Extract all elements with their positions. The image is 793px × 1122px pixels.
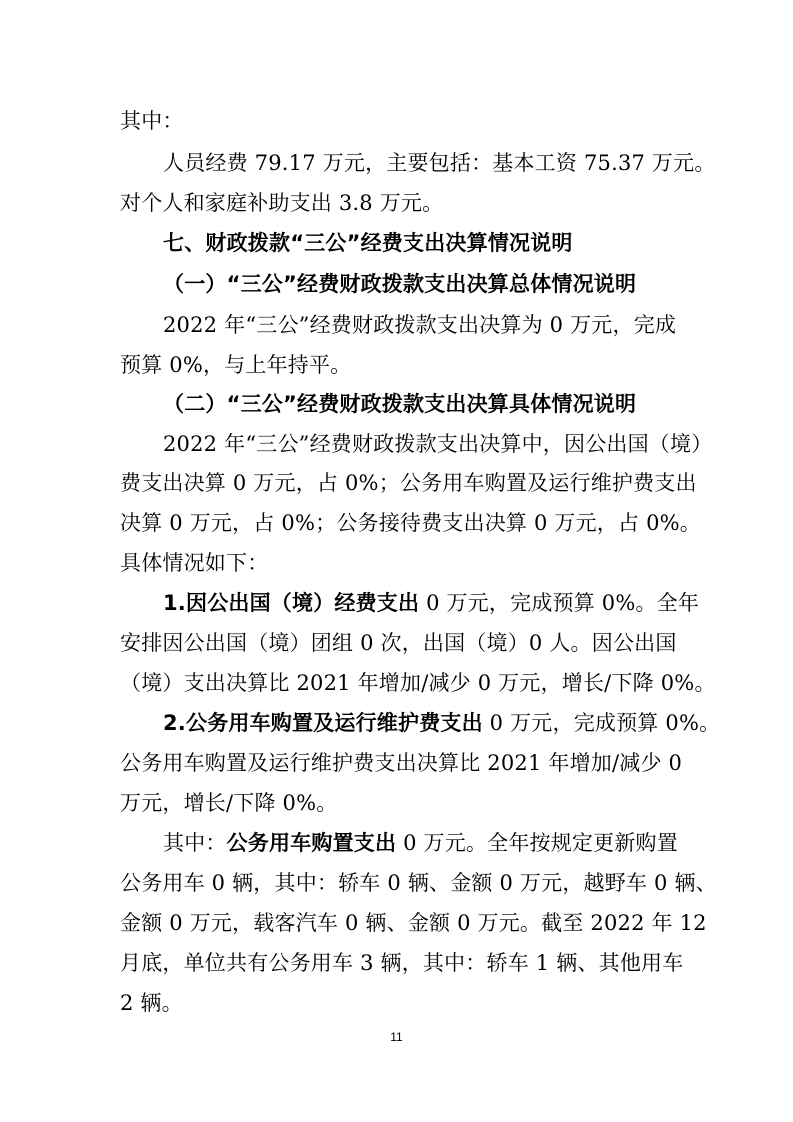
paragraph-line: 预算 0%，与上年持平。 <box>120 353 352 377</box>
paragraph-text: 0 万元，完成预算 0%。全年 <box>419 591 700 615</box>
paragraph-line: 金额 0 万元，载客汽车 0 辆、金额 0 万元。截至 2022 年 12 <box>120 911 707 935</box>
paragraph-line <box>163 828 680 858</box>
paragraph-line <box>163 588 700 618</box>
paragraph-line: 2022 年“三公”经费财政拨款支出决算中，因公出国（境） <box>163 432 713 456</box>
paragraph-text: 其中： <box>163 831 227 855</box>
subsection-heading: （二）“三公”经费财政拨款支出决算具体情况说明 <box>163 392 637 416</box>
paragraph-line: 对个人和家庭补助支出 3.8 万元。 <box>120 191 444 215</box>
section-heading: 七、财政拨款“三公”经费支出决算情况说明 <box>163 231 573 255</box>
page-number: 11 <box>390 1030 403 1044</box>
paragraph-line: 公务用车购置及运行维护费支出决算比 2021 年增加/减少 0 <box>120 751 683 775</box>
paragraph-line <box>163 708 721 738</box>
paragraph-line: 其中： <box>120 109 184 133</box>
bold-lead-text: 1.因公出国（境）经费支出 <box>163 591 420 615</box>
paragraph-line: 费支出决算 0 万元，占 0%；公务用车购置及运行维护费支出 <box>120 471 697 495</box>
paragraph-text: 0 万元。全年按规定更新购置 <box>396 831 678 855</box>
paragraph-line: 决算 0 万元，占 0%；公务接待费支出决算 0 万元，占 0%。 <box>120 511 702 535</box>
paragraph-line: 人员经费 79.17 万元，主要包括：基本工资 75.37 万元。 <box>163 151 716 175</box>
paragraph-line: 2 辆。 <box>120 991 183 1015</box>
paragraph-line: 安排因公出国（境）团组 0 次，出国（境）0 人。因公出国 <box>120 631 677 655</box>
paragraph-line: 万元，增长/下降 0%。 <box>120 791 338 815</box>
subsection-heading: （一）“三公”经费财政拨款支出决算总体情况说明 <box>163 272 637 296</box>
paragraph-line: 月底，单位共有公务用车 3 辆，其中：轿车 1 辆、其他用车 <box>120 951 684 975</box>
bold-lead-text: 公务用车购置支出 <box>226 831 397 855</box>
paragraph-line: 公务用车 0 辆，其中：轿车 0 辆、金额 0 万元，越野车 0 辆、 <box>120 871 717 895</box>
paragraph-text: 0 万元，完成预算 0%。 <box>482 711 721 735</box>
paragraph-line: （境）支出决算比 2021 年增加/减少 0 万元，增长/下降 0%。 <box>120 671 716 695</box>
bold-lead-text: 2.公务用车购置及运行维护费支出 <box>163 711 483 735</box>
paragraph-line: 具体情况如下： <box>120 551 269 575</box>
paragraph-line: 2022 年“三公”经费财政拨款支出决算为 0 万元，完成 <box>163 313 677 337</box>
